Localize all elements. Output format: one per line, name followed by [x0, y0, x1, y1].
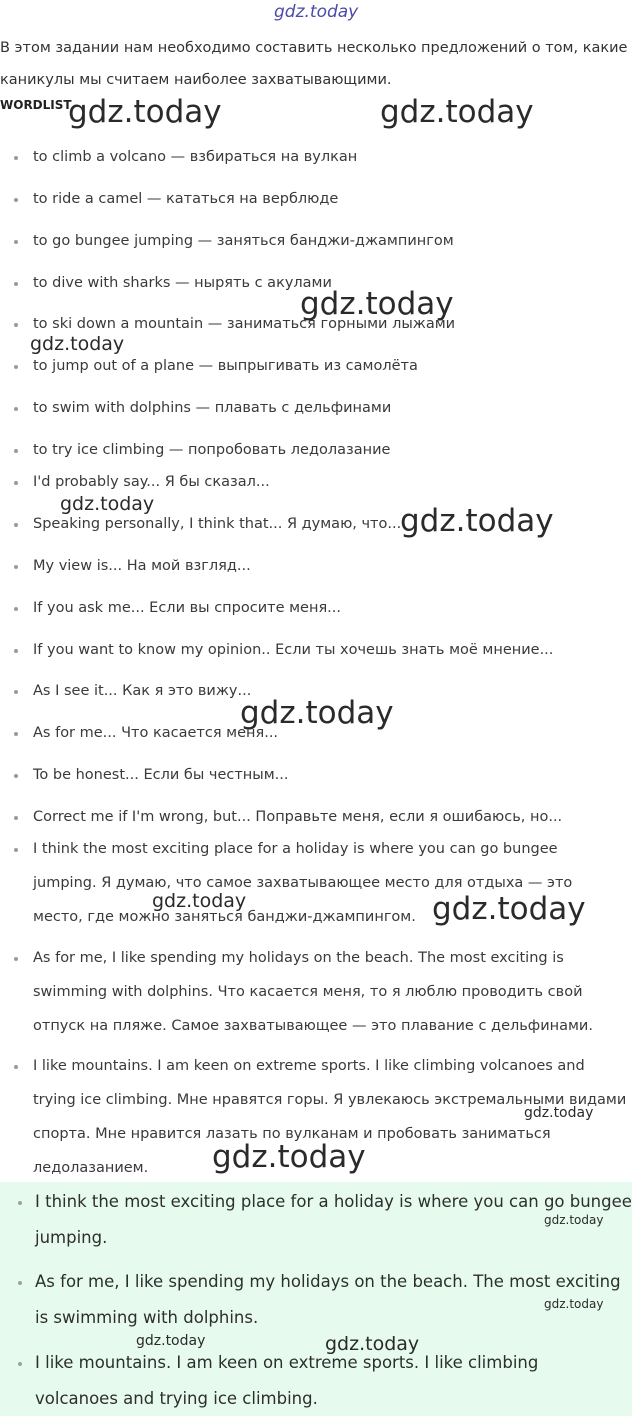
bullet-icon — [14, 240, 18, 244]
bullet-icon — [14, 323, 18, 327]
bullet-icon — [14, 816, 18, 820]
bullet-icon — [14, 365, 18, 369]
answer-item: I think the most exciting place for a holiday is where you can go bungee jumping. — [0, 1184, 632, 1256]
bullet-icon — [14, 481, 18, 485]
bullet-icon — [14, 198, 18, 202]
watermark: gdz.today — [60, 493, 155, 515]
bullet-icon — [14, 1065, 18, 1069]
watermark: gdz.today — [240, 695, 394, 731]
bullet-icon — [14, 848, 18, 852]
bullet-icon — [18, 1362, 22, 1366]
example-paragraph: As for me, I like spending my holidays on the beach. The most exciting is swimming with dolphins. Что касается меня, то я люблю проводить свой отпуск на пляже. Самое захватывающее — это плавание с дельфинами. — [0, 941, 632, 1043]
wordlist-label: WORDLIST — [0, 98, 72, 112]
example-paragraph: I think the most exciting place for a holiday is where you can go bungee jumping. Я думаю, что самое захватывающее место для отдыха — это место, где можно заняться банджи-джампингом. — [0, 832, 632, 934]
bullet-icon — [14, 282, 18, 286]
bullet-icon — [18, 1281, 22, 1285]
intro-text: В этом задании нам необходимо составить несколько предложений о том, какие каникулы мы считаем наиболее захватывающими. — [0, 40, 628, 88]
watermark: gdz.today — [380, 94, 534, 130]
watermark: gdz.today — [212, 1139, 366, 1175]
example-paragraph: I like mountains. I am keen on extreme sports. I like climbing volcanoes and trying ice climbing. Мне нравятся горы. Я увлекаюсь экстремальными видами спорта. Мне нравится лазать по вулканам и пробовать заниматься ледолазанием. — [0, 1049, 632, 1185]
answer-item: As for me, I like spending my holidays on the beach. The most exciting is swimming with dolphins. — [0, 1264, 632, 1336]
watermark: gdz.today — [300, 286, 454, 322]
watermark: gdz.today — [544, 1297, 604, 1311]
answer-item: I like mountains. I am keen on extreme sports. I like climbing volcanoes and trying ice climbing. — [0, 1345, 632, 1417]
bullet-icon — [18, 1201, 22, 1205]
bullet-icon — [14, 649, 18, 653]
bullet-icon — [14, 774, 18, 778]
watermark: gdz.today — [432, 891, 586, 927]
watermark: gdz.today — [30, 333, 125, 355]
bullet-icon — [14, 523, 18, 527]
bullet-icon — [14, 565, 18, 569]
watermark: gdz.today — [325, 1333, 420, 1355]
bullet-icon — [14, 957, 18, 961]
watermark: gdz.today — [400, 503, 554, 539]
bullet-icon — [14, 156, 18, 160]
bullet-icon — [14, 732, 18, 736]
bullet-icon — [14, 607, 18, 611]
watermark: gdz.today — [524, 1105, 594, 1121]
bullet-icon — [14, 690, 18, 694]
bullet-icon — [14, 449, 18, 453]
bullet-icon — [14, 407, 18, 411]
watermark-top: gdz.today — [274, 2, 359, 22]
watermark: gdz.today — [544, 1213, 604, 1227]
watermark: gdz.today — [68, 94, 222, 130]
watermark: gdz.today — [152, 890, 247, 912]
watermark: gdz.today — [136, 1333, 206, 1349]
